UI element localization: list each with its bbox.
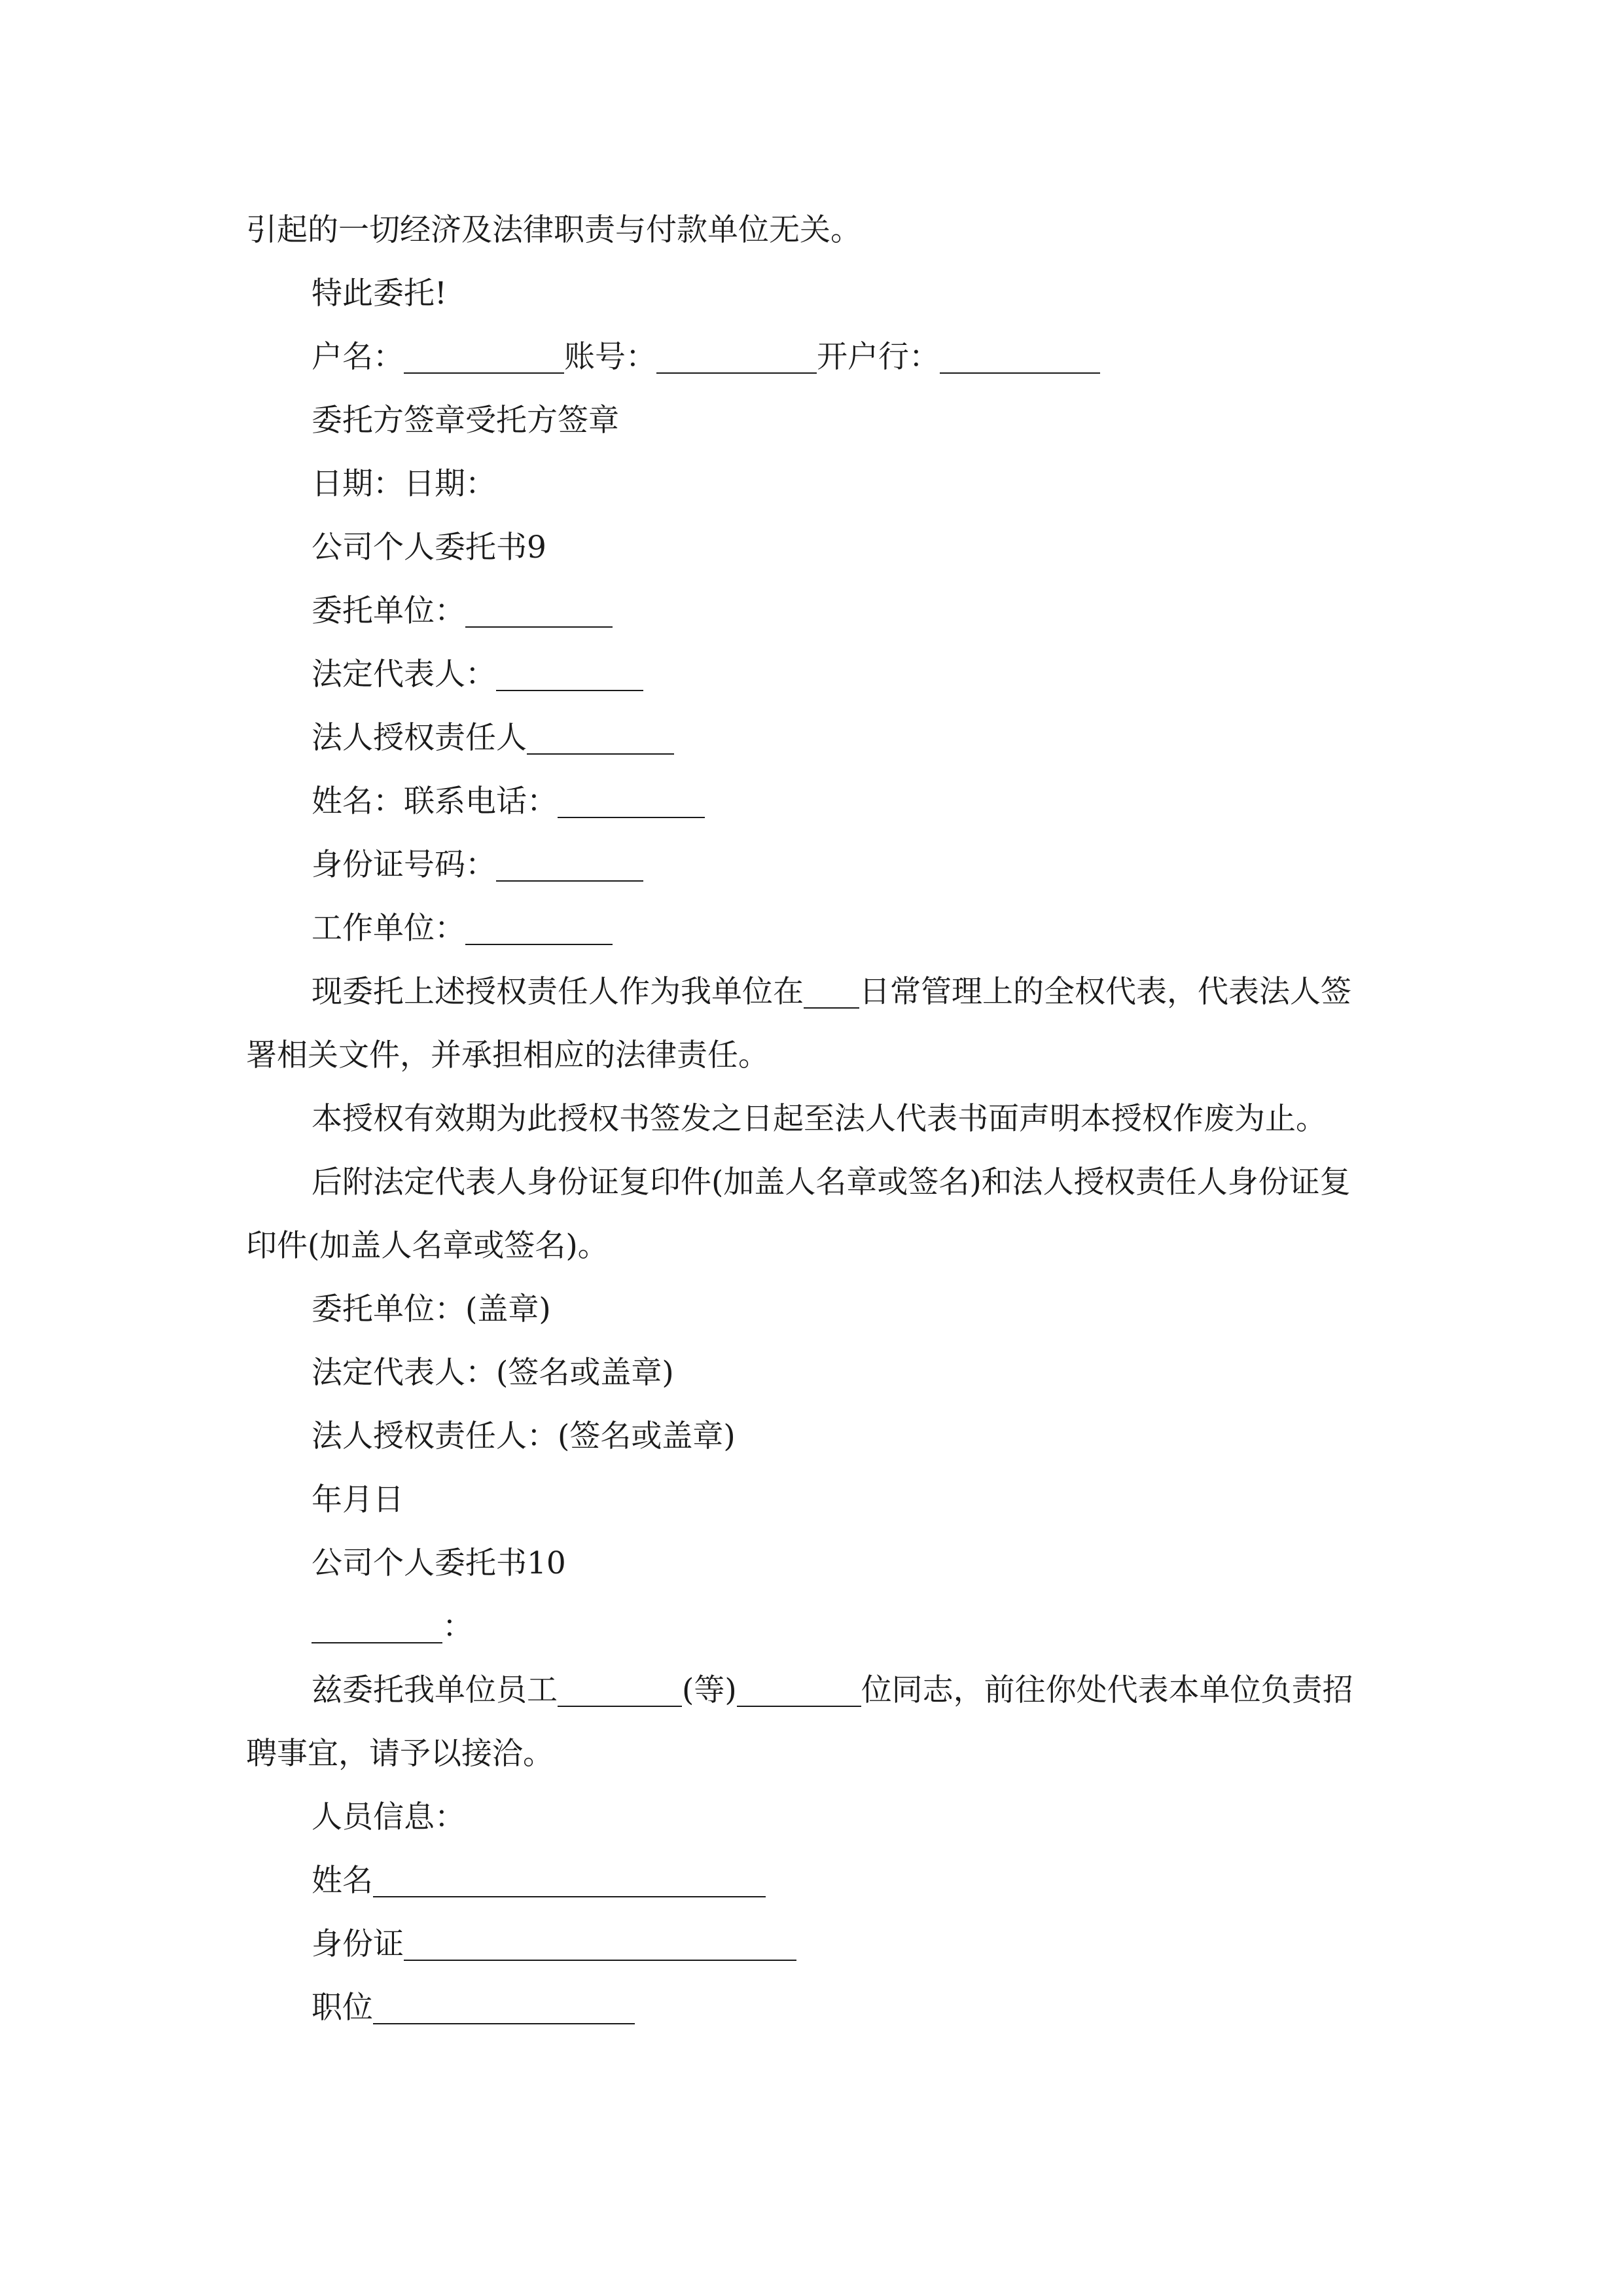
text-line: 法人授权责任人：(签名或盖章) xyxy=(312,1418,736,1454)
account-number-label: 账号： xyxy=(564,339,656,375)
field-label: 姓名 xyxy=(312,1863,373,1899)
paragraph-text: 日常管理上的全权代表，代表法人签署相关文件，并承担相应的法律责任。 xyxy=(246,974,1351,1073)
form-line xyxy=(246,643,1380,706)
field-blank xyxy=(558,776,705,818)
salutation-line xyxy=(246,1595,1380,1659)
text-line: 特此委托! xyxy=(312,276,447,312)
account-name-blank xyxy=(404,332,564,374)
text-line: 委托方签章受托方签章 xyxy=(312,403,619,439)
field-label: 身份证号码： xyxy=(312,847,496,883)
text-line: 日期：日期： xyxy=(312,466,496,502)
form-line xyxy=(246,1976,1380,2039)
count-blank xyxy=(737,1665,861,1707)
form-line xyxy=(246,770,1380,833)
colon: ： xyxy=(442,1609,473,1645)
field-blank xyxy=(496,649,643,691)
field-blank xyxy=(527,713,674,755)
field-blank xyxy=(496,840,643,882)
employee-blank xyxy=(558,1665,682,1707)
section-title: 公司个人委托书10 xyxy=(312,1545,566,1581)
form-line xyxy=(246,1849,1380,1912)
form-line xyxy=(246,897,1380,960)
bank-label: 开户行： xyxy=(817,339,940,375)
form-line xyxy=(246,706,1380,770)
field-blank xyxy=(465,903,613,945)
field-label: 职位 xyxy=(312,1990,373,2026)
field-label: 法定代表人： xyxy=(312,656,496,692)
paragraph xyxy=(246,1659,1380,1785)
account-name-label: 户名： xyxy=(312,339,404,375)
paragraph xyxy=(246,960,1380,1087)
addressee-blank xyxy=(312,1602,442,1643)
paragraph-text: 现委托上述授权责任人作为我单位在 xyxy=(312,974,804,1010)
field-blank xyxy=(804,967,859,1009)
text-line: 委托单位：(盖章) xyxy=(312,1291,551,1327)
date-line: 年月日 xyxy=(312,1482,404,1518)
field-blank xyxy=(373,1856,766,1897)
document-body xyxy=(246,198,1380,2039)
paragraph-text: 位同志，前往你处代表本单位负责招聘事宜，请予以接洽。 xyxy=(246,1672,1353,1772)
field-label: 身份证 xyxy=(312,1926,404,1962)
paragraph-text: 兹委托我单位员工 xyxy=(312,1672,558,1708)
field-blank xyxy=(404,1919,796,1961)
form-line xyxy=(246,833,1380,897)
field-label: 法人授权责任人 xyxy=(312,720,527,756)
bank-blank xyxy=(940,332,1100,374)
form-line xyxy=(246,579,1380,643)
paragraph: 后附法定代表人身份证复印件(加盖人名章或签名)和法人授权责任人身份证复印件(加盖人名章或签名)。 xyxy=(246,1164,1351,1264)
section-title: 公司个人委托书9 xyxy=(312,529,546,565)
text-line: 法定代表人：(签名或盖章) xyxy=(312,1355,674,1391)
text-line: 引起的一切经济及法律职责与付款单位无关。 xyxy=(246,212,861,248)
field-label: 姓名：联系电话： xyxy=(312,783,558,819)
paragraph-text: (等) xyxy=(682,1672,737,1708)
field-blank xyxy=(465,586,613,628)
form-line xyxy=(246,1912,1380,1976)
account-info-line xyxy=(246,325,1380,389)
field-label: 工作单位： xyxy=(312,910,465,946)
field-label: 委托单位： xyxy=(312,593,465,629)
account-number-blank xyxy=(656,332,817,374)
paragraph: 本授权有效期为此授权书签发之日起至法人代表书面声明本授权作废为止。 xyxy=(312,1101,1327,1137)
field-blank xyxy=(373,1982,635,2024)
text-line: 人员信息： xyxy=(312,1799,465,1835)
